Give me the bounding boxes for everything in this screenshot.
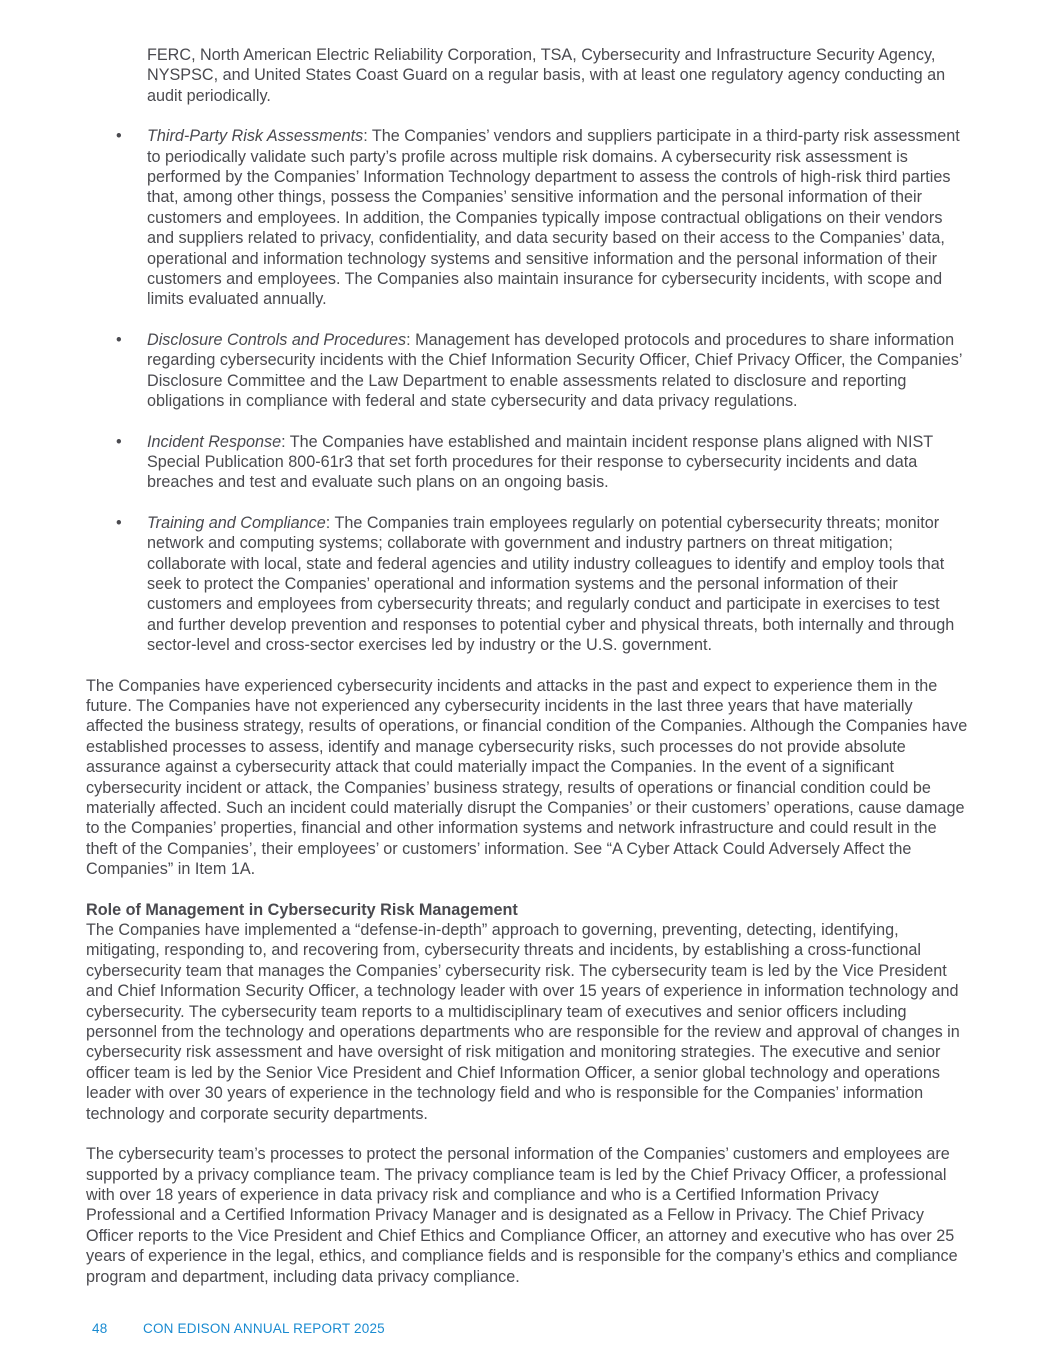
list-item-disclosure — [86, 330, 970, 412]
bullet-icon: • — [116, 513, 122, 532]
list-item-term: Third-Party Risk Assessments — [147, 127, 364, 146]
report-title: CON EDISON ANNUAL REPORT 2025 — [143, 1321, 385, 1336]
control-list — [86, 126, 970, 655]
list-item-term: Training and Compliance — [147, 513, 326, 532]
section-heading: Role of Management in Cybersecurity Risk Management — [86, 900, 518, 919]
bullet-icon: • — [116, 432, 122, 451]
list-item-training — [86, 513, 970, 656]
management-paragraph: The Companies have implemented a “defense-in-depth” approach to governing, preventing, detecting, identifying, mitigating, responding to, and recovering from, cybersecurity threats and incidents, by establishing a cross-functional cybersecurity team that manages the Companies’ cybersecurity risk. The cybersecurity team is led by the Vice President and Chief Information Security Officer, a technology leader with over 15 years of experience in information technology and cybersecurity. The cybersecurity team reports to a multidisciplinary team of executives and senior officers including personnel from the technology and operations departments who are responsible for the review and approval of changes in cybersecurity risk assessment and have oversight of risk mitigation and monitoring strategies. The executive and senior officer team is led by the Senior Vice President and Chief Information Officer, a senior global technology and operations leader with over 30 years of experience in the technology field and who is responsible for the Companies’ information technology and corporate security departments. — [86, 921, 960, 1123]
list-item-incident-response — [86, 432, 970, 493]
bullet-icon: • — [116, 127, 122, 146]
list-item-text: : The Companies have established and maintain incident response plans aligned with NIST Special Publication 800-61r3 that set forth procedures for their response to cybersecurity incidents and data breaches and test and evaluate such plans on an ongoing basis. — [147, 432, 933, 492]
list-item-text: : The Companies’ vendors and suppliers participate in a third-party risk assessment to periodically validate such party’s profile across multiple risk domains. A cybersecurity risk assessment is performed by the Companies’ Information Technology department to assess the controls of high-risk third parties that, among other things, possess the Companies’ sensitive information and the personal information of their customers and employees. In addition, the Companies typically impose contractual obligations on their vendors and suppliers related to privacy, confidentiality, and data security based on their access to the Companies’ data, operational and information technology systems and sensitive information and the personal information of their customers and employees. The Companies also maintain insurance for cybersecurity incidents, with scope and limits evaluated annually. — [147, 127, 960, 309]
document-page — [86, 45, 970, 1307]
incidents-paragraph: The Companies have experienced cybersecurity incidents and attacks in the past and expect to experience them in the future. The Companies have not experienced any cybersecurity incidents in the last three years that have materially affected the business strategy, results of operations, or financial condition of the Companies. Although the Companies have established processes to assess, identify and manage cybersecurity risks, such processes do not provide absolute assurance against a cybersecurity attack that could materially impact the Companies. In the event of a significant cybersecurity incident or attack, the Companies’ business strategy, results of operations or financial condition could be materially affected. Such an incident could materially disrupt the Companies’ or their customers’ operations, cause damage to the Companies’ properties, financial and other information systems and network infrastructure and could result in the theft of the Companies’, their employees’ or customers’ information. See “A Cyber Attack Could Adversely Affect the Companies” in Item 1A. — [86, 676, 968, 879]
list-item-text: : The Companies train employees regularly on potential cybersecurity threats; monitor network and computing systems; collaborate with government and industry partners on threat mitigation; collaborate with local, state and federal agencies and utility industry colleagues to identify and employ tools that seek to protect the Companies’ operational and information systems and the personal information of their customers and employees from cybersecurity threats; and regularly conduct and participate in exercises to test and further develop prevention and responses to potential cyber and physical threats, both internally and through sector-level and cross-sector exercises led by industry or the U.S. government. — [147, 513, 955, 655]
list-item-term: Disclosure Controls and Procedures — [147, 330, 407, 349]
bullet-icon: • — [116, 330, 122, 349]
page-footer — [92, 1319, 385, 1339]
page-number: 48 — [92, 1321, 108, 1336]
list-item-third-party — [86, 126, 970, 310]
continued-paragraph: FERC, North American Electric Reliability Corporation, TSA, Cybersecurity and Infrastructure Security Agency, NYSPSC, and United States Coast Guard on a regular basis, with at least one regulatory agency conducting an audit periodically. — [147, 46, 946, 105]
privacy-paragraph: The cybersecurity team’s processes to protect the personal information of the Companies’ customers and employees are supported by a privacy compliance team. The privacy compliance team is led by the Chief Privacy Officer, a professional with over 18 years of experience in data privacy risk and compliance and who is a Certified Information Privacy Professional and a Certified Information Privacy Manager and is designated as a Fellow in Privacy. The Chief Privacy Officer reports to the Vice President and Chief Ethics and Compliance Officer, an attorney and executive who has over 25 years of experience in the legal, ethics, and compliance fields and is responsible for the company’s ethics and compliance program and department, including data privacy compliance. — [86, 1145, 958, 1286]
list-item-term: Incident Response — [147, 432, 282, 451]
list-item-text: : Management has developed protocols and procedures to share information regarding cybersecurity incidents with the Chief Information Security Officer, Chief Privacy Officer, the Companies’ Disclosure Committee and the Law Department to enable assessments related to disclosure and reporting obligations in compliance with federal and state cybersecurity and data privacy regulations. — [147, 330, 962, 411]
